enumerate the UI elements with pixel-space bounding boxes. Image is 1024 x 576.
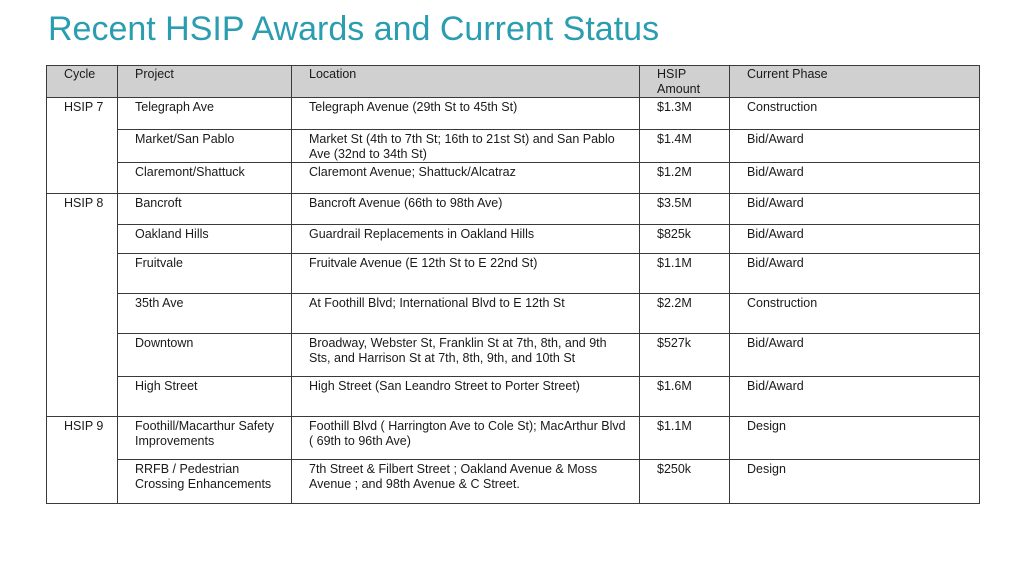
table-row [47,98,980,130]
location-cell: Telegraph Avenue (29th St to 45th St) [292,98,640,130]
amount-cell: $825k [640,225,730,254]
amount-cell: $1.6M [640,377,730,417]
location-cell: High Street (San Leandro Street to Porter Street) [292,377,640,417]
phase-cell: Bid/Award [730,194,980,225]
project-cell: Claremont/Shattuck [118,163,292,194]
table-row [47,294,980,334]
cycle-cell: HSIP 9 [47,417,118,504]
table-row [47,194,980,225]
phase-cell: Construction [730,98,980,130]
phase-cell: Bid/Award [730,130,980,163]
header-project: Project [118,66,292,98]
location-cell: Guardrail Replacements in Oakland Hills [292,225,640,254]
header-amount: HSIP Amount [640,66,730,98]
amount-cell: $1.4M [640,130,730,163]
location-cell: Broadway, Webster St, Franklin St at 7th, 8th, and 9th Sts, and Harrison St at 7th, 8th, 9th, and 10th St [292,334,640,377]
phase-cell: Bid/Award [730,163,980,194]
table-header-row [47,66,980,98]
phase-cell: Bid/Award [730,377,980,417]
header-phase: Current Phase [730,66,980,98]
project-cell: Downtown [118,334,292,377]
page-title: Recent HSIP Awards and Current Status [48,10,660,48]
project-cell: Market/San Pablo [118,130,292,163]
table-row [47,163,980,194]
amount-cell: $250k [640,460,730,504]
phase-cell: Bid/Award [730,254,980,294]
table-row [47,225,980,254]
project-cell: Telegraph Ave [118,98,292,130]
project-cell: Oakland Hills [118,225,292,254]
amount-cell: $1.3M [640,98,730,130]
phase-cell: Construction [730,294,980,334]
project-cell: Fruitvale [118,254,292,294]
project-cell: Foothill/Macarthur Safety Improvements [118,417,292,460]
location-cell: Foothill Blvd ( Harrington Ave to Cole St); MacArthur Blvd ( 69th to 96th Ave) [292,417,640,460]
amount-cell: $2.2M [640,294,730,334]
location-cell: Fruitvale Avenue (E 12th St to E 22nd St) [292,254,640,294]
amount-cell: $3.5M [640,194,730,225]
phase-cell: Bid/Award [730,334,980,377]
table-row [47,460,980,504]
location-cell: Claremont Avenue; Shattuck/Alcatraz [292,163,640,194]
location-cell: Bancroft Avenue (66th to 98th Ave) [292,194,640,225]
project-cell: RRFB / Pedestrian Crossing Enhancements [118,460,292,504]
amount-cell: $1.2M [640,163,730,194]
project-cell: 35th Ave [118,294,292,334]
table-row [47,377,980,417]
header-cycle: Cycle [47,66,118,98]
table-row [47,417,980,460]
location-cell: At Foothill Blvd; International Blvd to E 12th St [292,294,640,334]
project-cell: Bancroft [118,194,292,225]
amount-cell: $1.1M [640,417,730,460]
table-row [47,334,980,377]
hsip-awards-table [46,65,980,504]
cycle-cell: HSIP 7 [47,98,118,194]
location-cell: 7th Street & Filbert Street ; Oakland Avenue & Moss Avenue ; and 98th Avenue & C Street. [292,460,640,504]
cycle-cell: HSIP 8 [47,194,118,417]
table-row [47,254,980,294]
project-cell: High Street [118,377,292,417]
phase-cell: Bid/Award [730,225,980,254]
header-location: Location [292,66,640,98]
phase-cell: Design [730,417,980,460]
phase-cell: Design [730,460,980,504]
amount-cell: $527k [640,334,730,377]
amount-cell: $1.1M [640,254,730,294]
location-cell: Market St (4th to 7th St; 16th to 21st St) and San Pablo Ave (32nd to 34th St) [292,130,640,163]
table-row [47,130,980,163]
